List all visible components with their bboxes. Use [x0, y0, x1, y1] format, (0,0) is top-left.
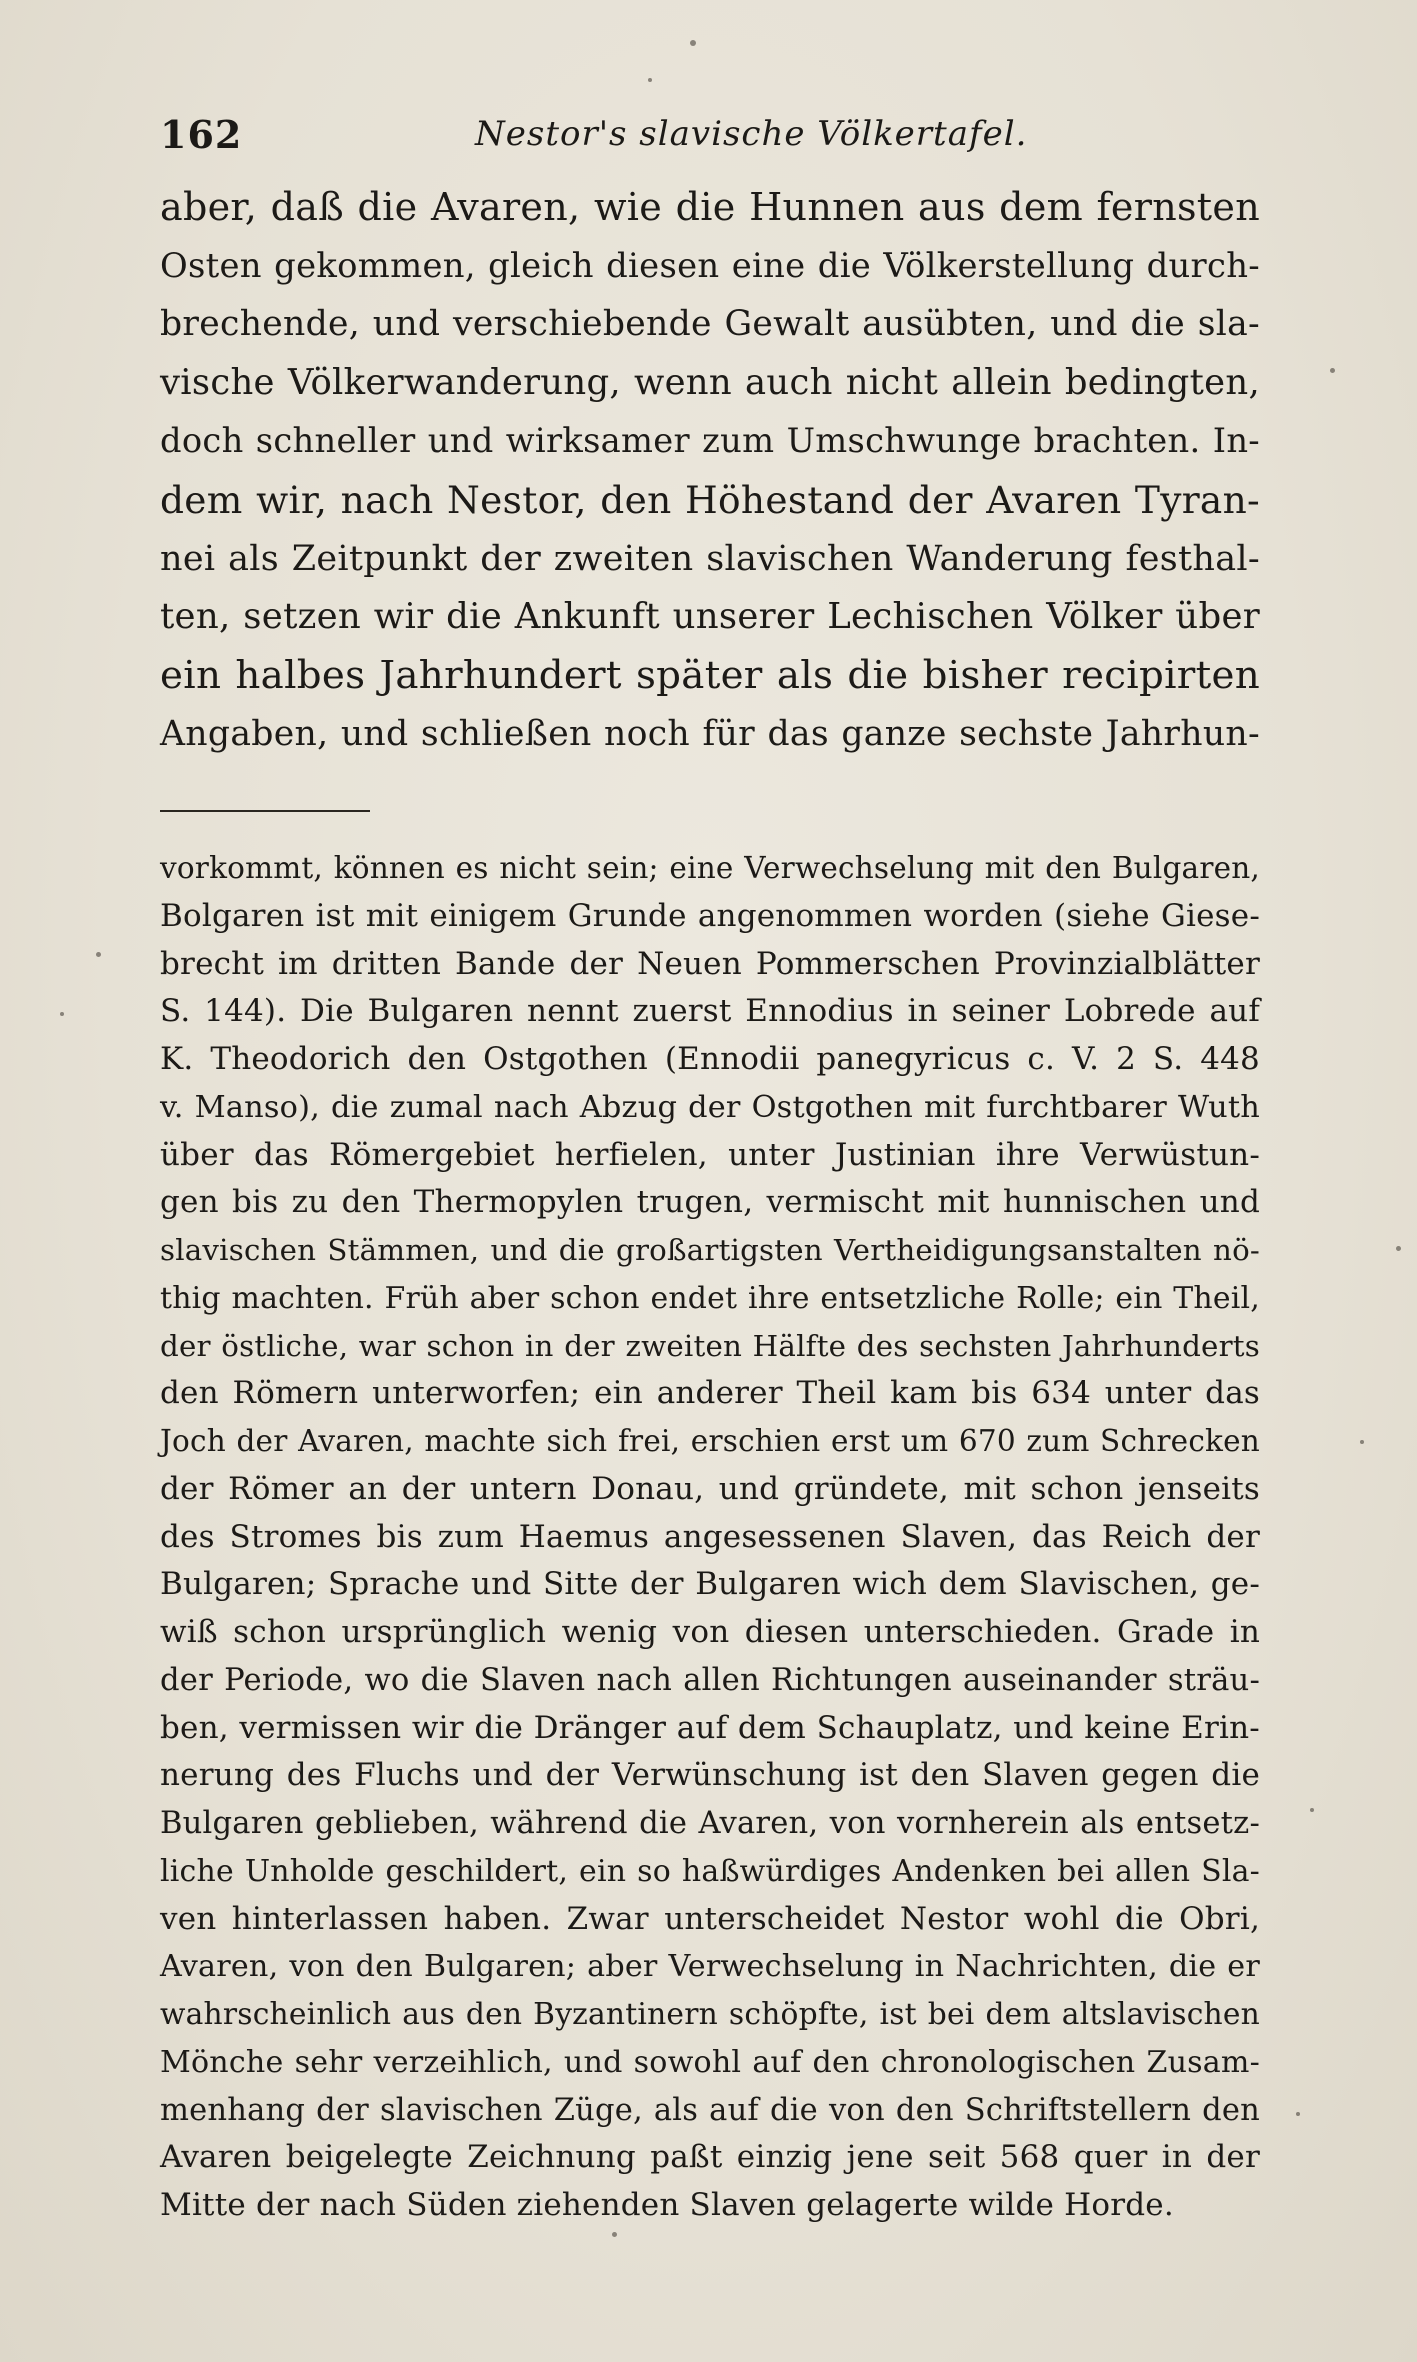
paper-speck	[1296, 2112, 1300, 2116]
footnote-line: den Römern unterworfen; ein anderer Theil kam bis 634 unter das	[160, 1375, 1260, 1412]
footnote-line: Mitte der nach Süden ziehenden Slaven gelagerte wilde Horde.	[160, 2187, 1174, 2223]
footnote-divider	[160, 810, 370, 812]
main-text-line: aber, daß die Avaren, wie die Hunnen aus dem fernsten	[160, 185, 1260, 229]
main-text-line: ein halbes Jahrhundert später als die bisher recipirten	[160, 652, 1260, 698]
page-number: 162	[160, 112, 243, 157]
paper-speck	[96, 952, 101, 957]
footnote-line: Bulgaren; Sprache und Sitte der Bulgaren wich dem Slavischen, ge-	[160, 1566, 1260, 1603]
footnote-block	[160, 845, 1260, 2230]
main-text-line: dem wir, nach Nestor, den Höhestand der Avaren Tyran-	[160, 477, 1260, 522]
paper-speck	[60, 1012, 64, 1016]
page-header	[160, 112, 1270, 172]
footnote-line: gen bis zu den Thermopylen trugen, vermischt mit hunnischen und	[160, 1184, 1260, 1221]
footnote-line: brecht im dritten Bande der Neuen Pommerschen Provinzialblätter	[160, 945, 1260, 982]
paper-speck	[1360, 1440, 1364, 1444]
footnote-line: menhang der slavischen Züge, als auf die von den Schriftstellern den	[160, 2092, 1260, 2128]
footnote-line: Avaren beigelegte Zeichnung paßt einzig jene seit 568 quer in der	[160, 2139, 1260, 2176]
footnote-line: des Stromes bis zum Haemus angesessenen Slaven, das Reich der	[160, 1518, 1260, 1555]
paper-speck	[1310, 1808, 1314, 1812]
footnote-line: thig machten. Früh aber schon endet ihre entsetzliche Rolle; ein Theil,	[160, 1280, 1260, 1316]
paper-speck	[690, 40, 696, 46]
main-text-line: nei als Zeitpunkt der zweiten slavischen Wanderung festhal-	[160, 538, 1260, 579]
paper-speck	[612, 2232, 617, 2237]
footnote-line: wahrscheinlich aus den Byzantinern schöpfte, ist bei dem altslavischen	[160, 1997, 1260, 2032]
paper-speck	[1396, 1246, 1401, 1251]
running-head: Nestor's slavische Völkertafel.	[475, 114, 1028, 154]
footnote-line: Joch der Avaren, machte sich frei, erschien erst um 670 zum Schrecken	[160, 1424, 1260, 1458]
footnote-line: Bulgaren geblieben, während die Avaren, von vornherein als entsetz-	[160, 1806, 1260, 1841]
main-text-block	[160, 178, 1260, 764]
paper-speck	[648, 78, 652, 82]
main-text-line: doch schneller und wirksamer zum Umschwunge brachten. In-	[160, 421, 1260, 461]
footnote-line: der Periode, wo die Slaven nach allen Richtungen auseinander sträu-	[160, 1662, 1260, 1698]
footnote-line: Avaren, von den Bulgaren; aber Verwechselung in Nachrichten, die er	[160, 1949, 1260, 1985]
footnote-line: nerung des Fluchs und der Verwünschung ist den Slaven gegen die	[160, 1757, 1260, 1794]
footnote-line: v. Manso), die zumal nach Abzug der Ostgothen mit furchtbarer Wuth	[160, 1089, 1260, 1125]
paper-speck	[1330, 368, 1335, 373]
footnote-line: slavischen Stämmen, und die großartigsten Vertheidigungsanstalten nö-	[160, 1233, 1260, 1267]
footnote-line: K. Theodorich den Ostgothen (Ennodii panegyricus c. V. 2 S. 448	[160, 1041, 1260, 1077]
main-text-line: ten, setzen wir die Ankunft unserer Lechischen Völker über	[160, 596, 1260, 638]
footnote-line: Mönche sehr verzeihlich, und sowohl auf den chronologischen Zusam-	[160, 2044, 1260, 2080]
footnote-line: S. 144). Die Bulgaren nennt zuerst Ennodius in seiner Lobrede auf	[160, 993, 1260, 1030]
footnote-line: über das Römergebiet herfielen, unter Justinian ihre Verwüstun-	[160, 1136, 1260, 1173]
footnote-line: der Römer an der untern Donau, und gründete, mit schon jenseits	[160, 1470, 1260, 1507]
main-text-line: vische Völkerwanderung, wenn auch nicht allein bedingten,	[160, 361, 1260, 403]
footnote-line: wiß schon ursprünglich wenig von diesen unterschieden. Grade in	[160, 1614, 1260, 1650]
footnote-line: der östliche, war schon in der zweiten Hälfte des sechsten Jahrhunderts	[160, 1328, 1260, 1363]
main-text-line: brechende, und verschiebende Gewalt ausübten, und die sla-	[160, 304, 1260, 345]
main-text-line: Angaben, und schließen noch für das ganze sechste Jahrhun-	[160, 714, 1260, 755]
main-text-line: Osten gekommen, gleich diesen eine die Völkerstellung durch-	[160, 245, 1260, 285]
footnote-line: ven hinterlassen haben. Zwar unterscheidet Nestor wohl die Obri,	[160, 1900, 1260, 1937]
footnote-line: Bolgaren ist mit einigem Grunde angenommen worden (siehe Giese-	[160, 897, 1260, 934]
footnote-line: ben, vermissen wir die Dränger auf dem Schauplatz, und keine Erin-	[160, 1709, 1260, 1746]
footnote-line: vorkommt, können es nicht sein; eine Verwechselung mit den Bulgaren,	[160, 851, 1260, 885]
footnote-line: liche Unholde geschildert, ein so haßwürdiges Andenken bei allen Sla-	[160, 1853, 1260, 1889]
